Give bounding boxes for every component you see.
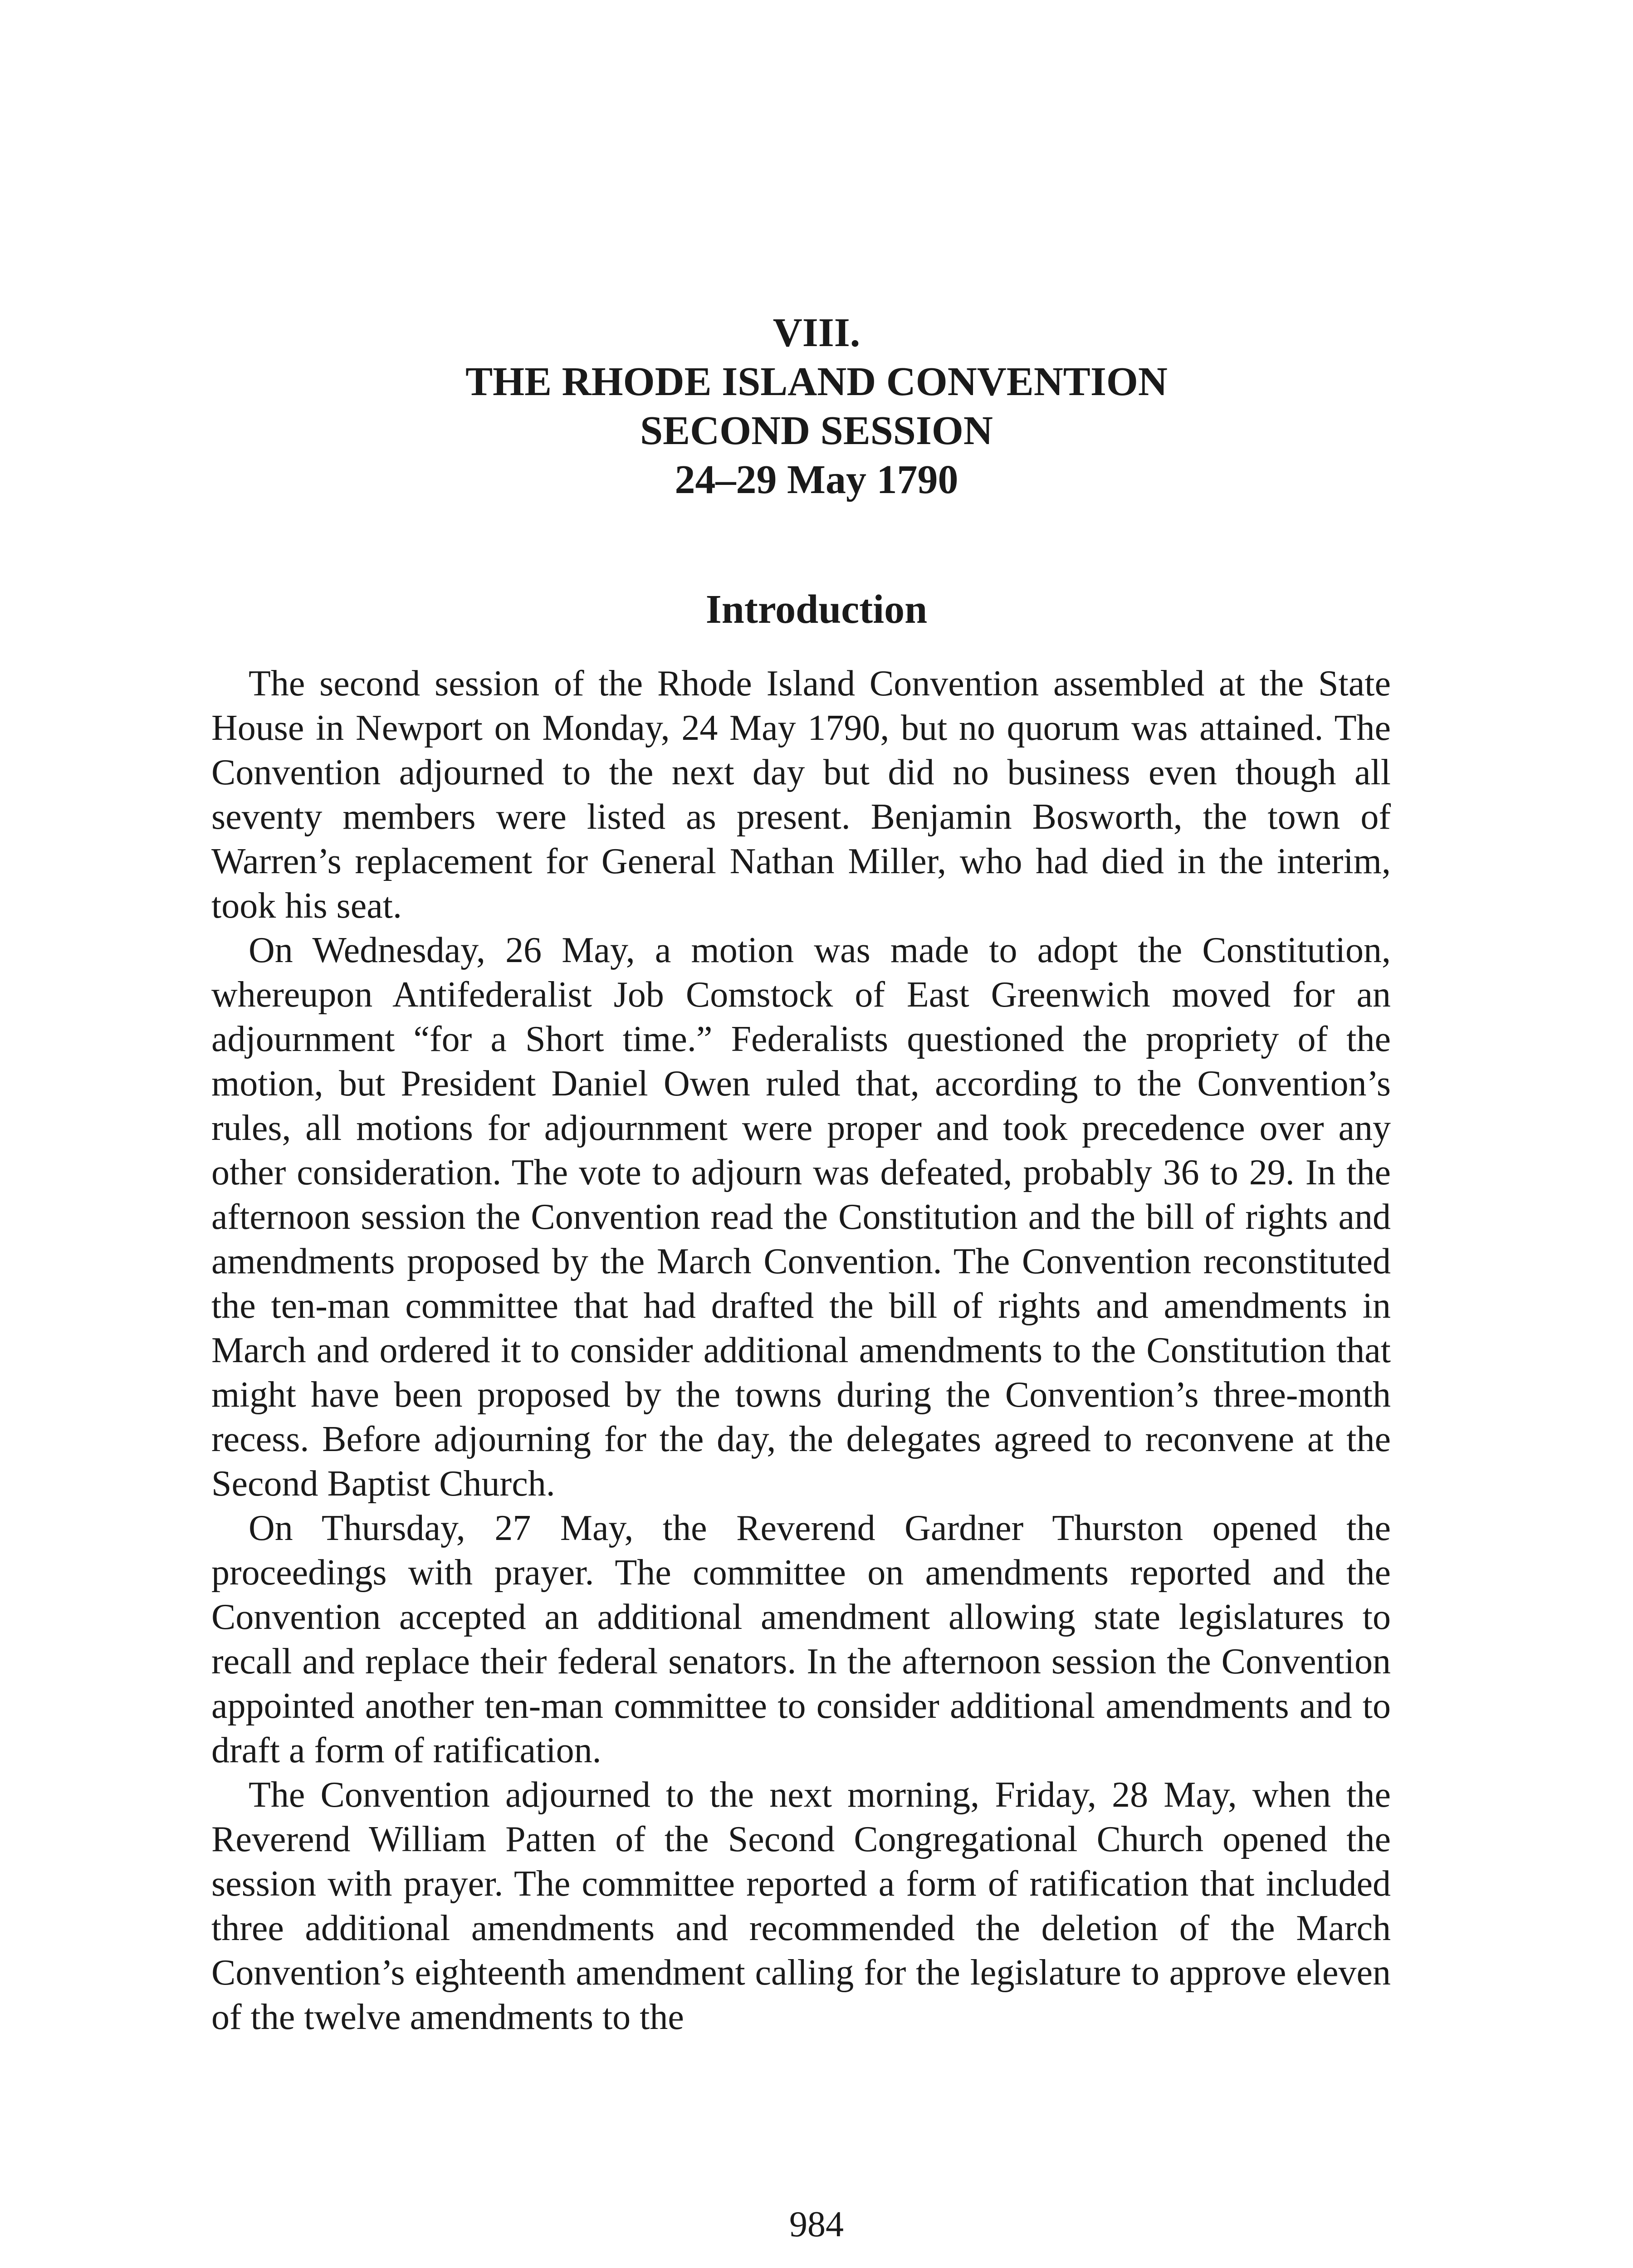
chapter-subtitle: SECOND SESSION (640, 408, 993, 453)
paragraph: On Thursday, 27 May, the Reverend Gardner Thurston opened the proceedings with prayer. The committee on amendments reported and the Convention accepted an additional amendment allowing state legislatures to recall and replace their federal senators. In the afternoon session the Convention appointed another ten-man committee to consider additional amendments and to draft a form of ratification. (211, 1508, 1391, 1770)
paragraph: The second session of the Rhode Island Convention assembled at the State House in Newport on Monday, 24 May 1790, but no quorum was attained. The Convention adjourned to the next day but did no business even though all seventy members were listed as present. Benjamin Bosworth, the town of Warren’s replacement for General Nathan Miller, who had died in the interim, took his seat. (211, 664, 1391, 926)
chapter-title: THE RHODE ISLAND CONVENTION (465, 359, 1168, 404)
paragraph: On Wednesday, 26 May, a motion was made to adopt the Constitution, whereupon Antifederalist Job Comstock of East Greenwich moved for an adjournment “for a Short time.” Federalists questioned the propriety of the motion, but President Daniel Owen ruled that, according to the Convention’s rules, all motions for adjournment were proper and took precedence over any other consideration. The vote to adjourn was defeated, probably 36 to 29. In the afternoon session the Convention read the Constitution and the bill of rights and amendments proposed by the March Convention. The Convention reconstituted the ten-man committee that had drafted the bill of rights and amendments in March and ordered it to consider additional amendments to the Constitution that might have been proposed by the towns during the Convention’s three-month recess. Before adjourning for the day, the delegates agreed to reconvene at the Second Baptist Church. (211, 930, 1391, 1504)
section-title: Introduction (705, 587, 928, 632)
chapter-heading (0, 308, 1633, 504)
chapter-dates: 24–29 May 1790 (675, 457, 958, 502)
introduction-body (211, 661, 1391, 2039)
chapter-number: VIII. (772, 310, 861, 355)
page-number: 984 (789, 2204, 844, 2244)
paragraph: The Convention adjourned to the next morning, Friday, 28 May, when the Reverend William Patten of the Second Congregational Church opened the session with prayer. The committee reported a form of ratification that included three additional amendments and recommended the deletion of the March Convention’s eighteenth amendment calling for the legislature to approve eleven of the twelve amendments to the (211, 1775, 1391, 2037)
